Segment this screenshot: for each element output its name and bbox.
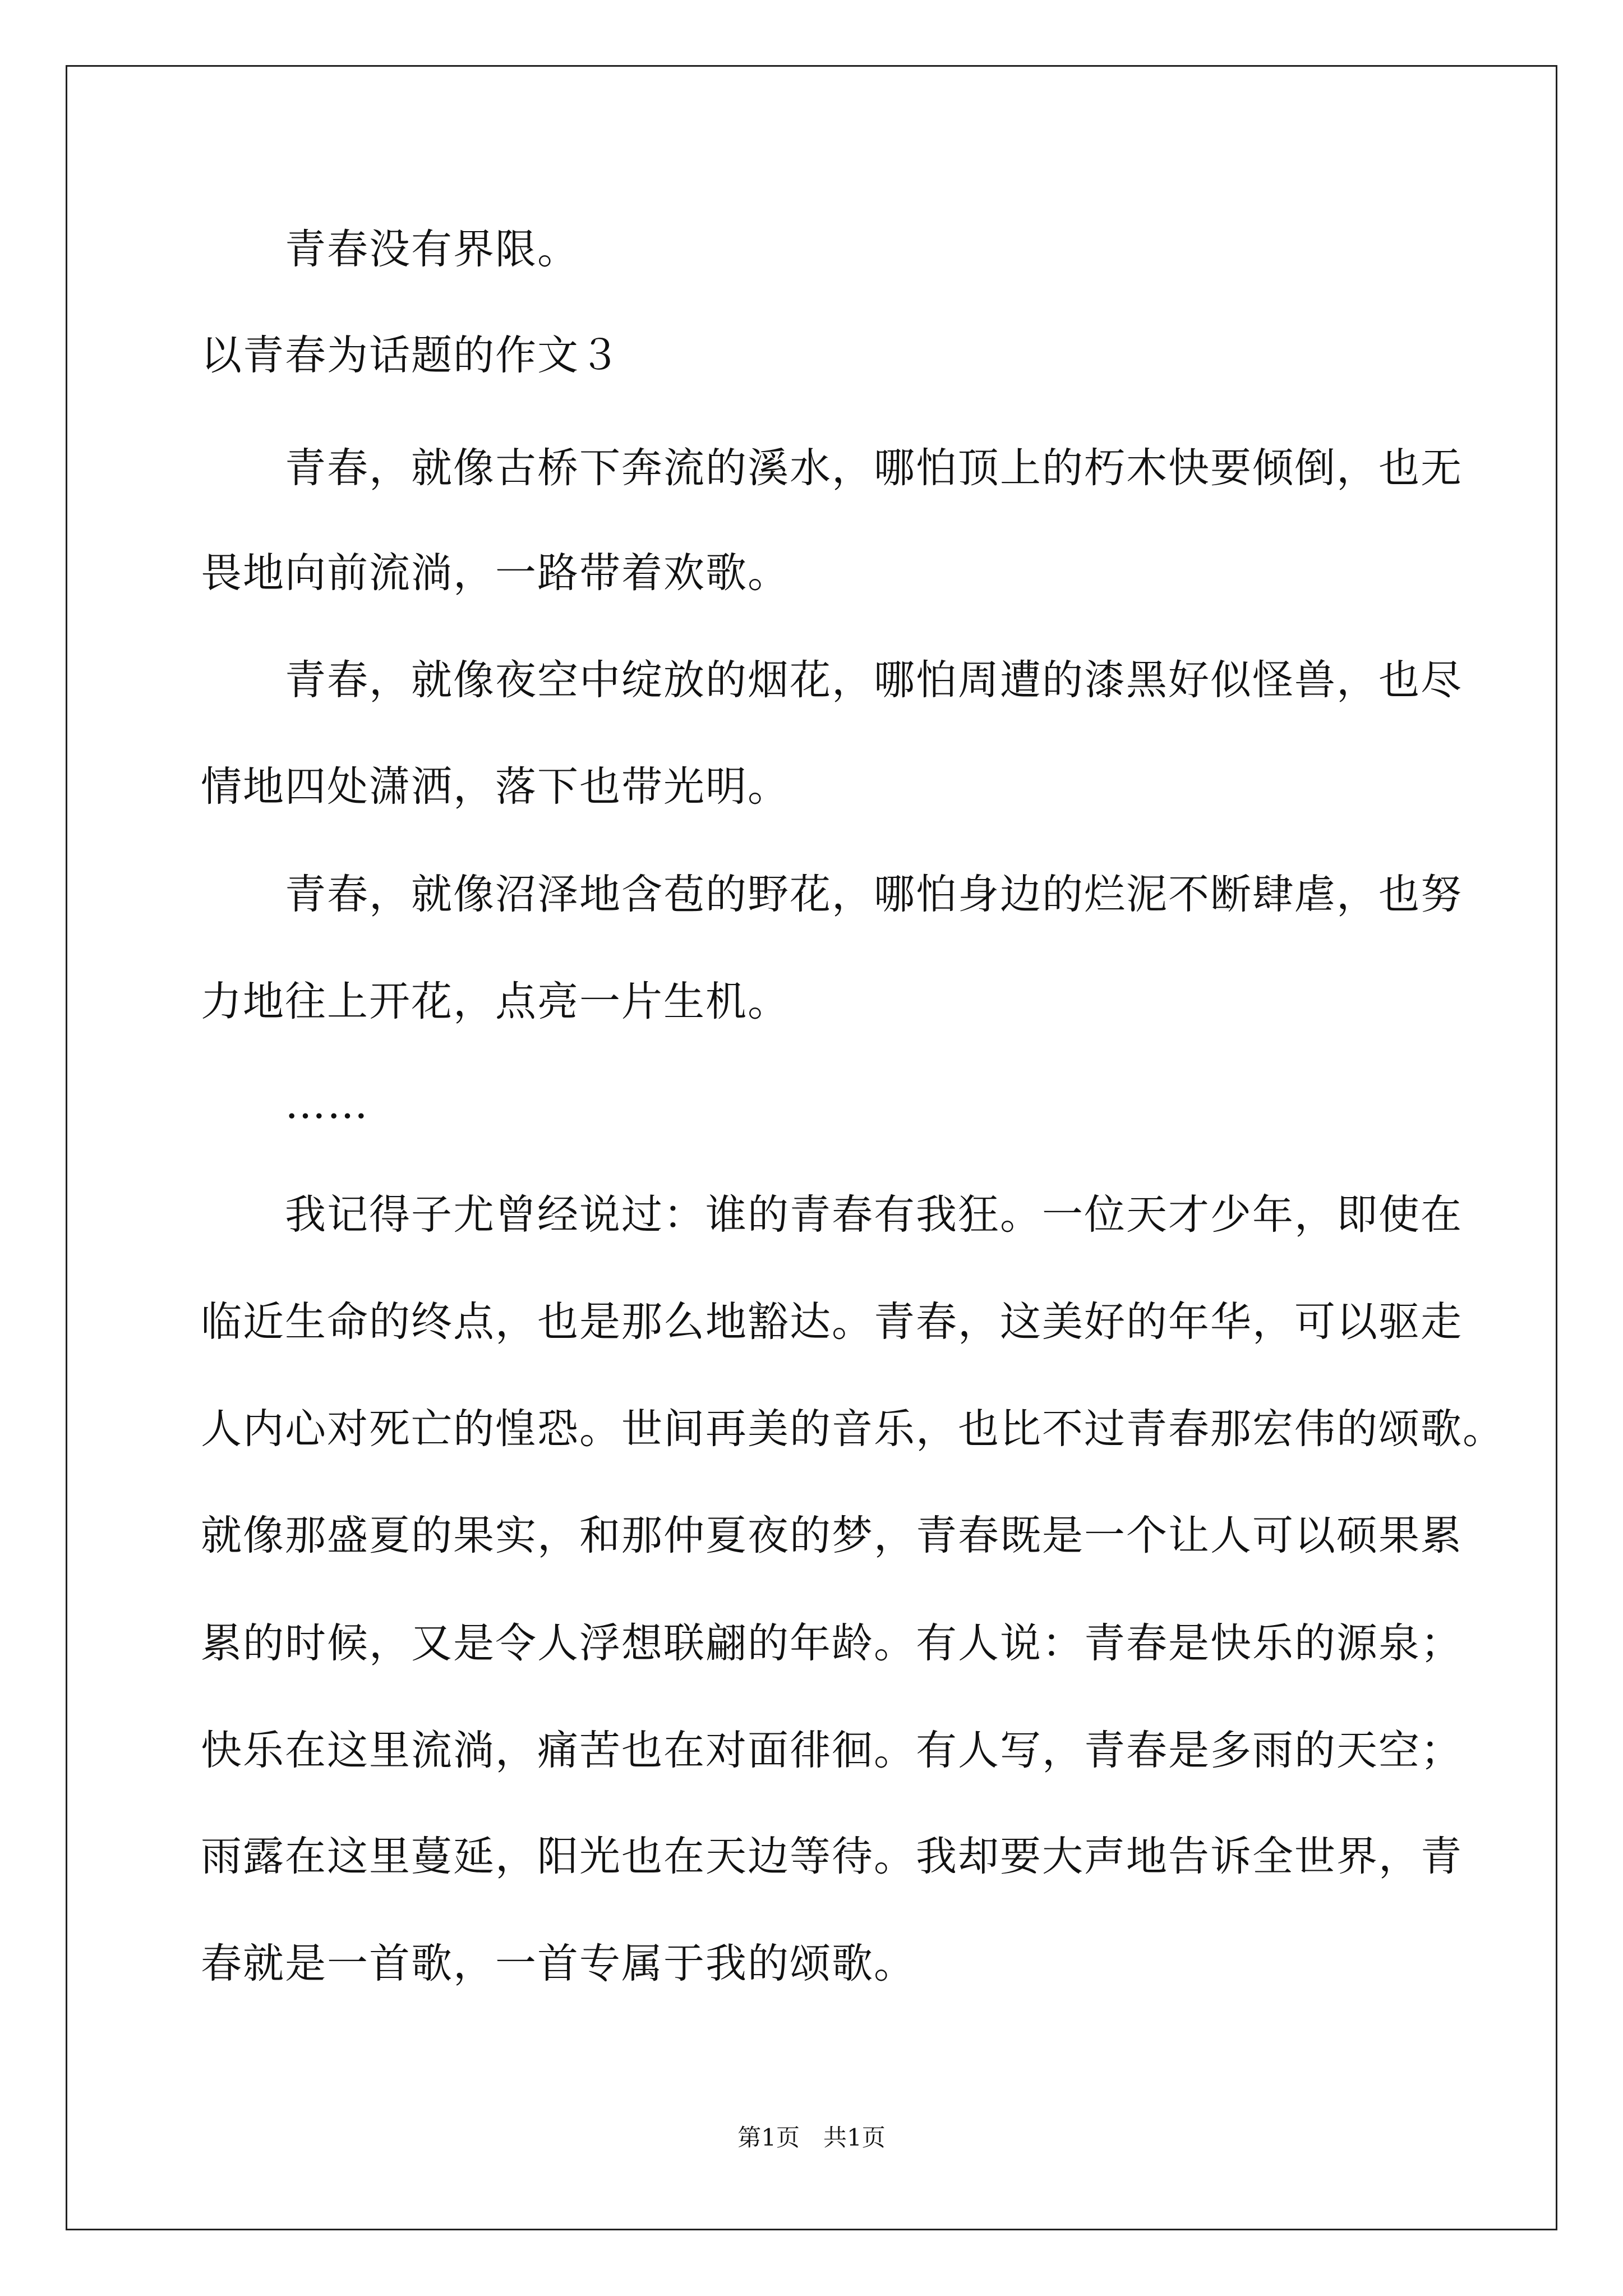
ellipsis-line: ……: [201, 1080, 369, 1128]
text-line: 青春，就像古桥下奔流的溪水，哪怕顶上的朽木快要倾倒，也无: [201, 444, 1463, 492]
text-line: 累的时候，又是令人浮想联翩的年龄。有人说：青春是快乐的源泉；: [201, 1619, 1463, 1667]
text-line: 情地四处潇洒，落下也带光明。: [201, 763, 790, 811]
text-line: 力地往上开花，点亮一片生机。: [201, 978, 790, 1025]
text-line: 人内心对死亡的惶恐。世间再美的音乐，也比不过青春那宏伟的颂歌。: [201, 1405, 1505, 1453]
page-border: [66, 65, 1557, 2230]
page-footer: 第1页 共1页: [737, 2124, 886, 2151]
text-line: 畏地向前流淌，一路带着欢歌。: [201, 549, 790, 597]
text-line: 青春，就像沼泽地含苞的野花，哪怕身边的烂泥不断肆虐，也努: [201, 871, 1463, 918]
section-title: 以青春为话题的作文３: [201, 332, 621, 379]
text-line: 雨露在这里蔓延，阳光也在天边等待。我却要大声地告诉全世界，青: [201, 1833, 1463, 1880]
text-line: 青春没有界限。: [201, 226, 579, 273]
text-line: 春就是一首歌，一首专属于我的颂歌。: [201, 1940, 916, 1987]
text-line: 快乐在这里流淌，痛苦也在对面徘徊。有人写，青春是多雨的天空；: [201, 1727, 1463, 1774]
text-line: 青春，就像夜空中绽放的烟花，哪怕周遭的漆黑好似怪兽，也尽: [201, 656, 1463, 704]
text-line: 就像那盛夏的果实，和那仲夏夜的梦，青春既是一个让人可以硕果累: [201, 1512, 1463, 1559]
text-line: 临近生命的终点，也是那么地豁达。青春，这美好的年华，可以驱走: [201, 1298, 1463, 1346]
text-line: 我记得子尤曾经说过：谁的青春有我狂。一位天才少年，即使在: [201, 1191, 1463, 1239]
